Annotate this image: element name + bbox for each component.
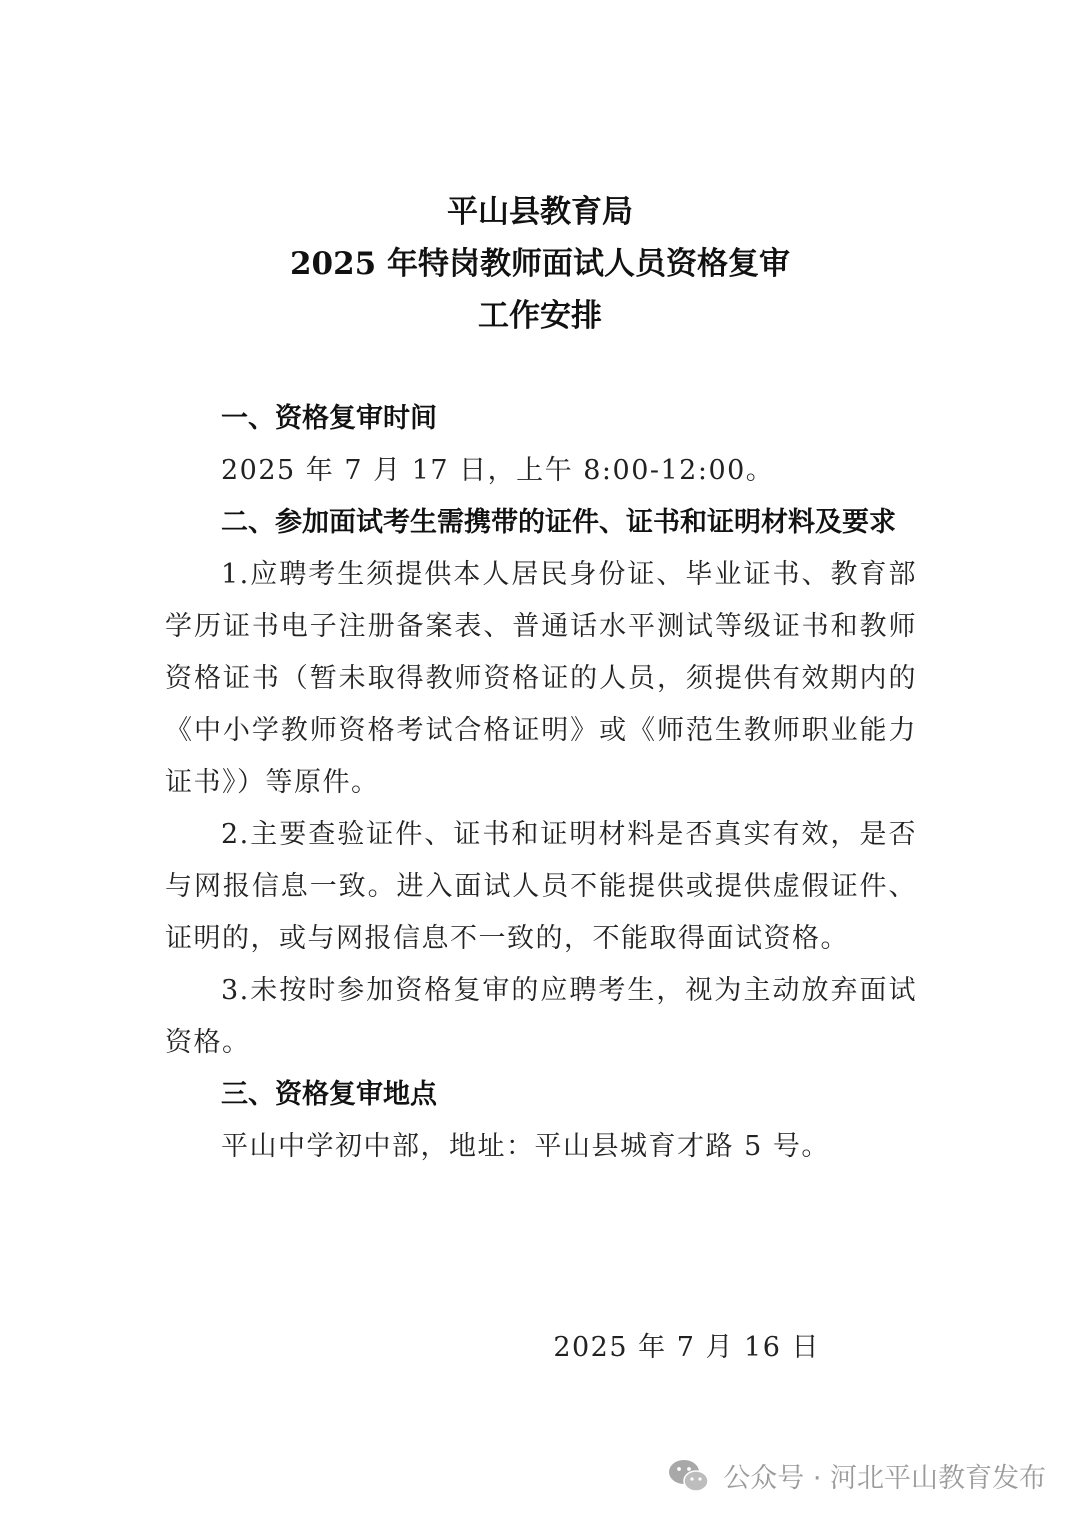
section-heading-location: 三、资格复审地点 bbox=[221, 1079, 437, 1110]
materials-item-2: 2.主要查验证件、证书和证明材料是否真实有效，是否与网报信息一致。进入面试人员不能提供或提供虚假证件、证明的，或与网报信息不一致的，不能取得面试资格。 bbox=[165, 819, 917, 954]
wechat-icon bbox=[667, 1457, 711, 1495]
title-sub: 工作安排 bbox=[478, 298, 602, 334]
document-date: 2025 年 7 月 16 日 bbox=[553, 1332, 820, 1363]
document-title bbox=[0, 186, 1080, 342]
title-main: 2025 年特岗教师面试人员资格复审 bbox=[289, 246, 791, 282]
wechat-watermark bbox=[667, 1456, 1046, 1495]
materials-item-1: 1.应聘考生须提供本人居民身份证、毕业证书、教育部学历证书电子注册备案表、普通话水平测试等级证书和教师资格证书（暂未取得教师资格证的人员，须提供有效期内的《中小学教师资格考试合格证明》或《师范生教师职业能力证书》）等原件。 bbox=[165, 559, 917, 798]
document-body bbox=[165, 393, 917, 1173]
section-text-location: 平山中学初中部，地址：平山县城育才路 5 号。 bbox=[221, 1131, 830, 1162]
section-heading-materials: 二、参加面试考生需携带的证件、证书和证明材料及要求 bbox=[221, 507, 896, 538]
materials-item-3: 3.未按时参加资格复审的应聘考生，视为主动放弃面试资格。 bbox=[165, 975, 917, 1058]
title-org: 平山县教育局 bbox=[447, 194, 633, 230]
section-text-time: 2025 年 7 月 17 日，上午 8:00-12:00。 bbox=[221, 455, 775, 486]
watermark-text: 公众号 · 河北平山教育发布 bbox=[723, 1463, 1046, 1494]
section-heading-time: 一、资格复审时间 bbox=[221, 403, 437, 434]
